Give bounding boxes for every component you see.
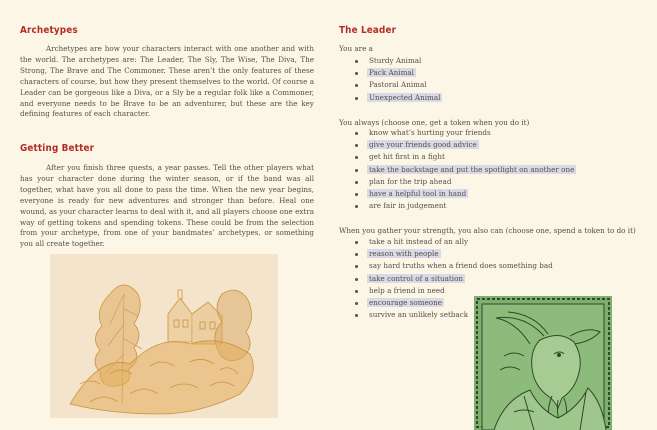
list-item: know what’s hurting your friends bbox=[339, 127, 576, 139]
you-always-label: You always (choose one, get a token when you do it) bbox=[339, 118, 530, 127]
archetypes-paragraph: Archetypes are how your characters interact with one another and with the world. The archetypes are: The Leader, The Sly, The Wise, The Diva, The Strong, The Brave and The Commoner. These aren’t the only features of these characters of course, but how they present themselves to the world. Of course a Leader can be gorgeous like a Diva, or a Sly be a regular folk like a Commoner, and everyone needs to be Brave to be an adventurer, but these are the key defining features of each character. bbox=[20, 44, 314, 119]
list-item: are fair in judgement bbox=[339, 200, 576, 212]
list-item: survive an unlikely setback bbox=[339, 309, 555, 321]
you-are-label: You are a bbox=[339, 44, 373, 53]
landscape-illustration bbox=[50, 254, 278, 418]
you-always-list bbox=[339, 127, 576, 212]
list-item: Sturdy Animal bbox=[339, 55, 442, 67]
list-item: take a hit instead of an ally bbox=[339, 236, 555, 248]
list-item: have a helpful tool in hand bbox=[339, 188, 576, 200]
list-item: plan for the trip ahead bbox=[339, 176, 576, 188]
strength-label: When you gather your strength, you also can (choose one, spend a token to do it) bbox=[339, 226, 636, 235]
list-item: encourage someone bbox=[339, 297, 555, 309]
list-item: get hit first in a fight bbox=[339, 151, 576, 163]
list-item: Unexpected Animal bbox=[339, 92, 442, 104]
you-are-list bbox=[339, 55, 442, 104]
getting-better-heading: Getting Better bbox=[20, 143, 95, 154]
archetypes-heading: Archetypes bbox=[20, 25, 78, 36]
list-item: Pastoral Animal bbox=[339, 79, 442, 91]
list-item: reason with people bbox=[339, 248, 555, 260]
list-item: take control of a situation bbox=[339, 273, 555, 285]
leader-heading: The Leader bbox=[339, 25, 397, 36]
list-item: say hard truths when a friend does something bad bbox=[339, 260, 555, 272]
list-item: Pack Animal bbox=[339, 67, 442, 79]
list-item: take the backstage and put the spotlight on another one bbox=[339, 164, 576, 176]
goat-illustration bbox=[474, 296, 612, 430]
list-item: give your friends good advice bbox=[339, 139, 576, 151]
list-item: help a friend in need bbox=[339, 285, 555, 297]
getting-better-paragraph: After you finish three quests, a year passes. Tell the other players what has your character done during the winter season, or if the band was all together, what have you all done to pass the time. When the new year begins, everyone is ready for new adventures and stronger than before. Heal one wound, as your character learns to deal with it, and all players choose one extra way of getting tokens and spending tokens. These could be from the selection from your archetype, from one of your bandmates’ archetypes, or something you all create together. bbox=[20, 163, 314, 249]
